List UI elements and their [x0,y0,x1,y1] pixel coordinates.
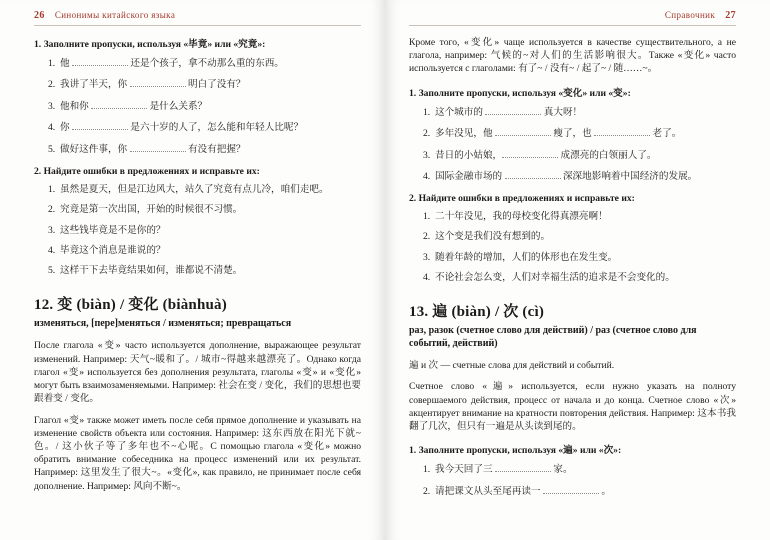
fill-in-blank [502,149,558,158]
exercise-item: 昔日的小姑娘， 成漂亮的白领丽人了。 [435,149,657,161]
exercise-3-list [409,463,736,498]
exercise-item: 虽然是夏天，但是江边风大，站久了究竟有点儿冷，咱们走吧。 [60,183,329,195]
fill-in-blank [495,127,551,136]
exercise-item: 他 还是个孩子，拿不动那么重的东西。 [60,58,284,69]
fill-in-blank [130,78,186,87]
section-13-paragraph: 遍 и 次 — счетные слова для действий и событий. [409,360,615,372]
section-13-paragraph: Счетное слово «遍» используется, если нужно указать на полноту совершаемого действия, процесс от начала и до конца. Счетное слово «次» акцентирует внимание на кратности повторения действия. Например: 这本书我翻了几次，但只有一遍是从头读到尾的。 [409,381,736,433]
page-number-left: 26 [34,10,45,21]
fill-in-blank [130,143,186,152]
exercise-1-title: 1. Заполните пропуски, используя «毕竟» или «究竟»: [34,39,266,50]
exercise-1-list-right [409,106,736,184]
exercise-item: 我今天回了三 家。 [435,464,573,476]
exercise-item: 不论社会怎么变，人们对幸福生活的追求是不会变化的。 [435,272,675,284]
exercise-1-title-right: 1. Заполните пропуски, используя «变化» или «变»: [409,87,631,99]
exercise-item: 他和你 是什么关系？ [60,100,208,112]
fill-in-blank [543,485,599,494]
exercise-item: 我讲了半天，你 明白了没有？ [60,79,246,91]
exercise-item: 随着年龄的增加，人们的体形也在发生变。 [435,251,618,263]
exercise-item: 多年没见，他 瘦了，也 老了。 [435,128,682,140]
running-header-right [409,10,736,26]
section-12-subtitle: изменяться, [пере]меняться / изменяться; превращаться [34,318,292,330]
exercise-item: 毕竟这个消息是谁说的？ [60,245,166,256]
section-13-heading: 13. 遍 (biàn) / 次 (cì) [409,304,545,321]
exercise-item: 国际金融市场的 深深地影响着中国经济的发展。 [435,171,698,183]
page-number-right: 27 [725,10,736,21]
exercise-item: 二十年没见，我的母校变化得真漂亮啊！ [435,210,608,222]
fill-in-blank [91,100,147,109]
section-13-subtitle: раз, разок (счетное слово для действий) / раз (счетное слово для событий, действий) [409,325,697,350]
section-12-paragraph: После глагола «变» часто используется дополнение, выражающее результат изменений. Например: 天气~暖和了。/ 城市~得越来越漂亮了。Однако когда глагол «变» используется без дополнения результата, глаголы «变» и «变化» могут быть взаимозаменяемыми. Например: 社会在变 / 变化，我们的思想也要跟着变 / 变化。 [34,340,361,405]
exercise-2-list [34,184,361,279]
fill-in-blank [72,121,128,130]
running-title-left: Синонимы китайского языка [54,10,176,20]
section-12-heading: 12. 变 (biàn) / 变化 (biànhuà) [34,297,227,314]
exercise-item: 做好这件事，你 有没有把握？ [60,143,246,155]
exercise-item: 请把课文从头至尾再读一 。 [435,485,611,497]
running-header-left [34,10,361,26]
running-title-right: Справочник [664,10,716,20]
fill-in-blank [72,57,128,66]
exercise-item: 这样干下去毕竟结果如何，谁都说不清楚。 [60,265,243,277]
exercise-1-list [34,57,361,157]
exercise-2-title: 2. Найдите ошибки в предложениях и исправьте их: [34,165,260,177]
exercise-item: 这个变是我们没有想到的。 [435,231,551,243]
exercise-2-list-right [409,211,736,285]
fill-in-blank [505,170,561,179]
exercise-item: 你 是六十岁的人了，怎么能和年轻人比呢？ [60,122,304,134]
exercise-item: 究竟是第一次出国，开始的时候很不习惯。 [60,204,243,216]
fill-in-blank [594,127,650,136]
page-right [385,0,770,540]
fill-in-blank [495,463,551,472]
section-12-paragraph: Глагол «变» также может иметь после себя прямое дополнение и указывать на изменение свойств объекта или состояния. Например: 这东西放在阳光下就~色。/ 这小伙子等了多年也不~心呢。С помощью глагола «变化» можно обратить внимание собеседника на процесс изменений или их результат. Например: 这里发生了很大~。«变化», как правило, не принимает после себя дополнение. Например: 风向不断~。 [34,414,361,492]
section-12-continuation-paragraph: Кроме того, «变化» чаще используется в качестве существительного, а не глагола, например: 气候的~对人们的生活影响很大。Также «变化» часто используется с глаголами: 有了~ / 没有~ / 起了~ / 随……~。 [409,37,736,75]
exercise-3-title: 1. Заполните пропуски, используя «遍» или «次»: [409,445,622,457]
exercise-2-title-right: 2. Найдите ошибки в предложениях и исправьте их: [409,192,635,204]
exercise-item: 这些钱毕竟是不是你的？ [60,224,166,236]
fill-in-blank [485,106,541,115]
exercise-item: 这个城市的 真大呀！ [435,106,583,118]
